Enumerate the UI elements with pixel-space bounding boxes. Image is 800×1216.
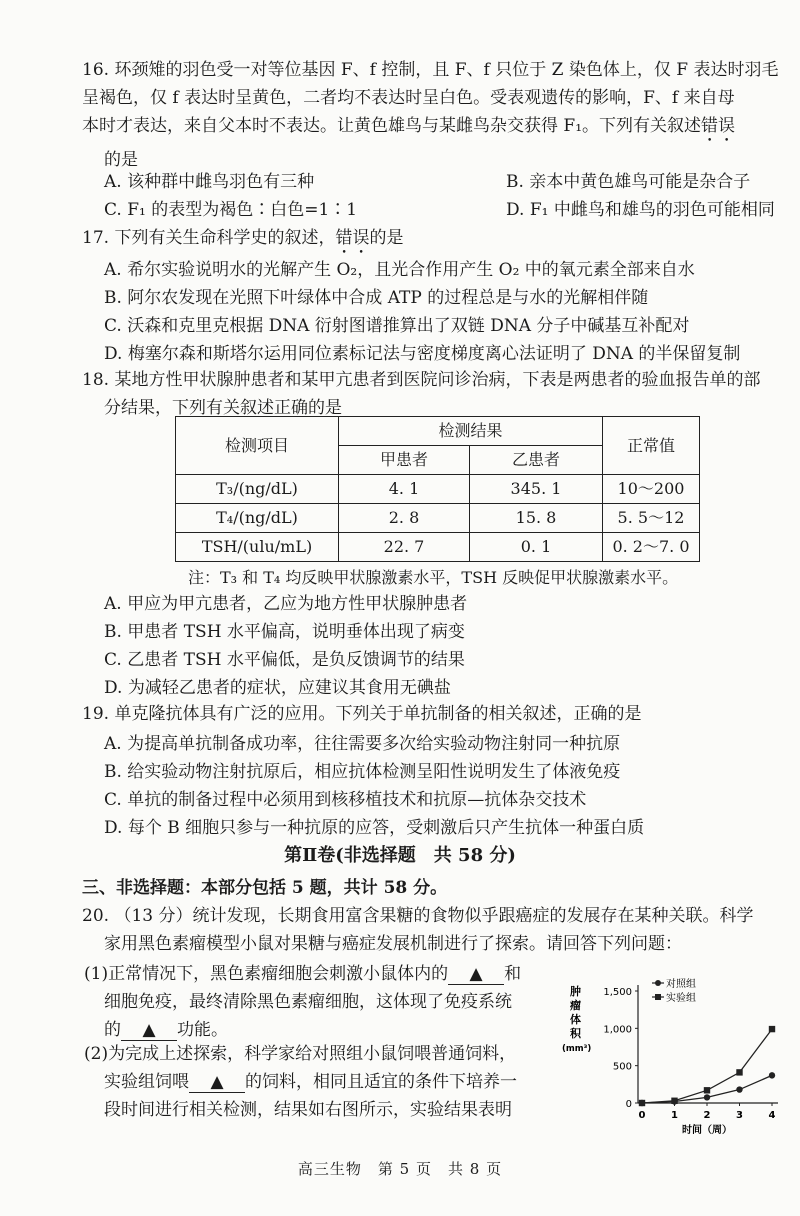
cell-b: 0. 1 xyxy=(470,533,603,562)
x-tick-label: 4 xyxy=(768,1110,776,1121)
legend-label: 实验组 xyxy=(666,993,696,1004)
q16-option-b[interactable]: B. 亲本中黄色雄鸟可能是杂合子 xyxy=(506,172,751,192)
q18-option-d[interactable]: D. 为减轻乙患者的症状，应建议其食用无碘盐 xyxy=(104,678,451,698)
q17-option-d[interactable]: D. 梅塞尔森和斯塔尔运用同位素标记法与密度梯度离心法证明了 DNA 的半保留复制 xyxy=(104,344,741,364)
cell-b: 15. 8 xyxy=(470,504,603,533)
q18-line-1: 18. 某地方性甲状腺肿患者和某甲亢患者到医院问诊治病，下表是两患者的验血报告单的部 xyxy=(82,370,761,390)
q18-option-a[interactable]: A. 甲应为甲亢患者，乙应为地方性甲状腺肿患者 xyxy=(104,594,468,614)
experiment-point xyxy=(704,1087,710,1093)
y-axis-unit: (mm³) xyxy=(562,1044,592,1054)
page-footer: 高三生物 第 5 页 共 8 页 xyxy=(297,1160,503,1178)
y-tick-label: 1,500 xyxy=(603,987,632,998)
q16-line-3 xyxy=(82,112,782,146)
cell-b: 345. 1 xyxy=(470,475,603,504)
y-axis-label-char: 积 xyxy=(570,1027,581,1040)
legend-marker-control xyxy=(655,980,661,986)
q16-option-d[interactable]: D. F₁ 中雌鸟和雄鸟的羽色可能相同 xyxy=(506,200,775,220)
tumor-volume-chart xyxy=(560,975,790,1145)
q16-option-c[interactable]: C. F₁ 的表型为褐色∶白色=1∶1 xyxy=(104,200,358,220)
q16-tail: 的是 xyxy=(104,150,138,170)
x-tick-label: 2 xyxy=(703,1110,711,1121)
blood-test-table xyxy=(175,416,700,562)
experiment-point xyxy=(769,1026,775,1032)
question-20 xyxy=(82,902,782,958)
experiment-point xyxy=(671,1098,677,1104)
q20-sub2-line-2 xyxy=(104,1068,517,1096)
y-axis-label-char: 体 xyxy=(570,1013,581,1026)
cell-normal: 5. 5～12 xyxy=(603,504,700,533)
q17-option-c[interactable]: C. 沃森和克里克根据 DNA 衍射图谱推算出了双链 DNA 分子中碱基互补配对 xyxy=(104,316,690,336)
chart-static xyxy=(562,977,778,1136)
table-note: 注：T₃ 和 T₄ 均反映甲状腺激素水平，TSH 反映促甲状腺激素水平。 xyxy=(188,568,679,587)
q20-sub2-text-b: 的饲料，相同且适宜的条件下培养一 xyxy=(245,1072,517,1092)
th-patient-b: 乙患者 xyxy=(470,446,603,475)
q20-line-1: 20. （13 分）统计发现，长期食用富含果糖的食物似乎跟癌症的发展存在某种关联。科学 xyxy=(82,906,754,926)
y-tick-label: 1,000 xyxy=(603,1024,632,1036)
th-item: 检测项目 xyxy=(176,417,339,475)
q17-stem: 17. 下列有关生命科学史的叙述， xyxy=(82,228,336,248)
answer-blank[interactable]: ▲ xyxy=(448,964,504,985)
cell-a: 4. 1 xyxy=(339,475,470,504)
q17-option-b[interactable]: B. 阿尔农发现在光照下叶绿体中合成 ATP 的过程总是与水的光解相伴随 xyxy=(104,288,649,308)
q19-stem: 19. 单克隆抗体具有广泛的应用。下列关于单抗制备的相关叙述，正确的是 xyxy=(82,704,642,724)
answer-blank[interactable]: ▲ xyxy=(121,1020,177,1041)
y-axis-label-char: 瘤 xyxy=(570,999,581,1012)
x-tick-label: 1 xyxy=(671,1110,678,1121)
q16-line-2: 呈褐色，仅 f 表达时呈黄色，二者均不表达时呈白色。受表观遗传的影响，F、f 来自母 xyxy=(82,88,735,108)
q16-option-a[interactable]: A. 该种群中雌鸟羽色有三种 xyxy=(104,172,315,192)
table-row xyxy=(176,504,700,533)
cell-normal: 0. 2～7. 0 xyxy=(603,533,700,562)
th-patient-a: 甲患者 xyxy=(339,446,470,475)
th-normal: 正常值 xyxy=(603,417,700,475)
question-17 xyxy=(82,224,782,258)
part-2-title: 第Ⅱ卷(非选择题 共 58 分) xyxy=(284,845,516,866)
y-axis-label-char: 肿 xyxy=(570,985,581,998)
control-point xyxy=(769,1072,775,1078)
q20-sub1-line-2: 细胞免疫，最终清除黑色素瘤细胞，这体现了免疫系统 xyxy=(104,992,512,1012)
cell-item: TSH/(ulu/mL) xyxy=(176,533,339,562)
q16-line-3-text: 本时才表达，来自父本时不表达。让黄色雄鸟与某雌鸟杂交获得 F₁。下列有关叙述 xyxy=(82,116,702,136)
q20-sub1-line-1 xyxy=(84,960,521,988)
q20-sub2-line-3: 段时间进行相关检测，结果如右图所示，实验结果表明 xyxy=(104,1100,512,1120)
experiment-point xyxy=(639,1100,645,1106)
q17-tail: 的是 xyxy=(369,228,404,248)
q19-option-c[interactable]: C. 单抗的制备过程中必须用到核移植技术和抗原—抗体杂交技术 xyxy=(104,790,587,810)
q20-sub2-line-1: (2)为完成上述探索，科学家给对照组小鼠饲喂普通饲料， xyxy=(84,1044,517,1064)
q18-line-2: 分结果，下列有关叙述正确的是 xyxy=(104,398,342,418)
x-tick-label: 0 xyxy=(638,1110,646,1121)
cell-item: T₃/(ng/dL) xyxy=(176,475,339,504)
q16-line-1: 16. 环颈雉的羽色受一对等位基因 F、f 控制，且 F、f 只位于 Z 染色体上，仅 F 表达时羽毛 xyxy=(82,60,779,80)
q20-line-2: 家用黑色素瘤模型小鼠对果糖与癌症发展机制进行了探索。请回答下列问题： xyxy=(104,934,682,954)
y-tick-label: 500 xyxy=(612,1061,632,1073)
x-axis-label: 时间（周） xyxy=(682,1125,732,1136)
q17-stem-line xyxy=(82,224,782,258)
question-16 xyxy=(82,56,782,174)
experiment-point xyxy=(736,1069,742,1075)
cell-a: 22. 7 xyxy=(339,533,470,562)
q17-option-a[interactable]: A. 希尔实验说明水的光解产生 O₂，且光合作用产生 O₂ 中的氧元素全部来自水 xyxy=(104,260,695,280)
q17-emphasis: 错误 xyxy=(335,228,370,248)
control-point xyxy=(736,1086,742,1092)
cell-a: 2. 8 xyxy=(339,504,470,533)
cell-normal: 10～200 xyxy=(603,475,700,504)
q20-sub1-text-d: 功能。 xyxy=(177,1020,228,1040)
y-tick-label: 0 xyxy=(625,1099,632,1110)
q20-sub1-text-c: 的 xyxy=(104,1020,121,1040)
q18-option-c[interactable]: C. 乙患者 TSH 水平偏低，是负反馈调节的结果 xyxy=(104,650,465,670)
q18-option-b[interactable]: B. 甲患者 TSH 水平偏高，说明垂体出现了病变 xyxy=(104,622,465,642)
legend-label: 对照组 xyxy=(666,979,696,990)
question-19 xyxy=(82,700,782,728)
q16-emphasis: 错误 xyxy=(701,116,736,136)
section-3-heading: 三、非选择题：本部分包括 5 题，共计 58 分。 xyxy=(82,878,448,898)
q19-option-a[interactable]: A. 为提高单抗制备成功率，往往需要多次给实验动物注射同一种抗原 xyxy=(104,734,621,754)
q20-sub2-text-a: 实验组饲喂 xyxy=(104,1072,189,1092)
cell-item: T₄/(ng/dL) xyxy=(176,504,339,533)
q19-option-d[interactable]: D. 每个 B 细胞只参与一种抗原的应答，受刺激后只产生抗体一种蛋白质 xyxy=(104,818,645,838)
q19-option-b[interactable]: B. 给实验动物注射抗原后，相应抗体检测呈阳性说明发生了体液免疫 xyxy=(104,762,621,782)
control-point xyxy=(704,1094,710,1100)
q20-sub1-text-b: 和 xyxy=(504,964,522,984)
x-tick-label: 3 xyxy=(736,1110,743,1121)
question-18 xyxy=(82,366,782,422)
table-row xyxy=(176,475,700,504)
table-row xyxy=(176,533,700,562)
q20-sub1-text-a: (1)正常情况下，黑色素瘤细胞会刺激小鼠体内的 xyxy=(84,964,449,984)
th-result: 检测结果 xyxy=(339,417,603,446)
legend-marker-experiment xyxy=(655,994,661,1000)
answer-blank[interactable]: ▲ xyxy=(189,1072,245,1093)
chart-marks xyxy=(639,1026,775,1106)
